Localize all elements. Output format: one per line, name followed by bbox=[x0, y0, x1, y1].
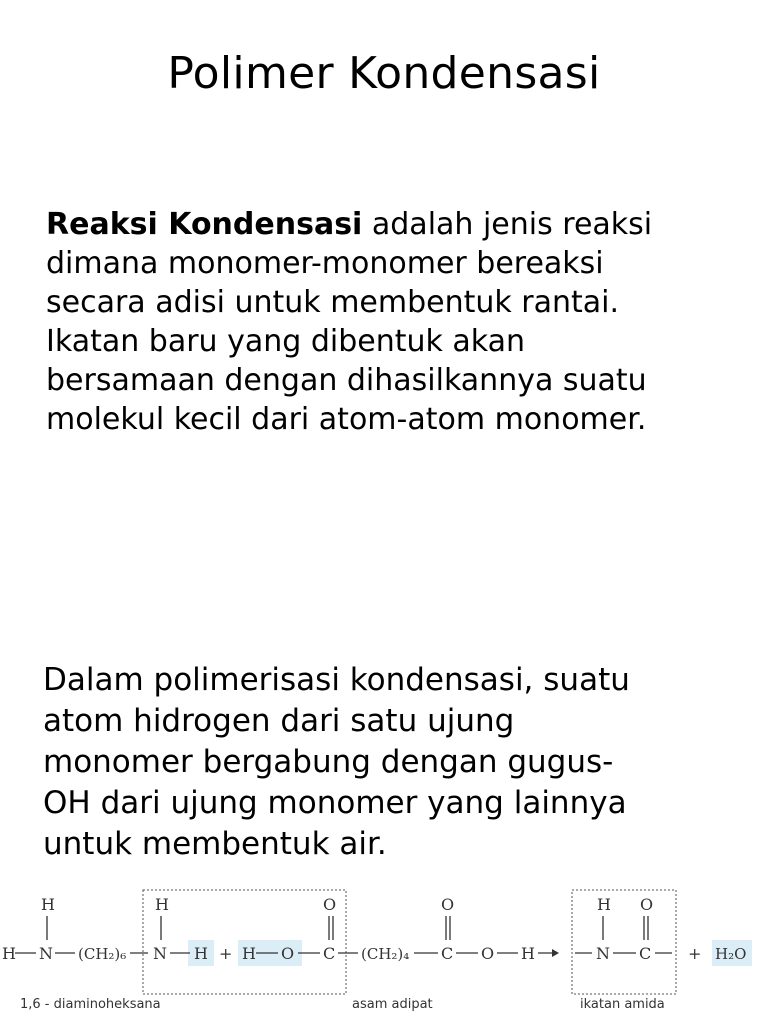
explanation-line-2: atom hidrogen dari satu ujung bbox=[43, 703, 515, 739]
atom-h-top-3: H bbox=[597, 895, 611, 914]
atom-o-top-2: O bbox=[441, 895, 455, 914]
definition-line-5: bersamaan dengan dihasilkannya suatu bbox=[46, 363, 647, 398]
definition-term: Reaksi Kondensasi bbox=[46, 207, 363, 242]
atom-n-amide: N bbox=[596, 944, 610, 963]
atom-o-top-3: O bbox=[640, 895, 654, 914]
definition-line-4: Ikatan baru yang dibentuk akan bbox=[46, 324, 526, 359]
label-asam-adipat: asam adipat bbox=[352, 997, 433, 1012]
group-ch2-4: (CH₂)₄ bbox=[361, 945, 410, 963]
atom-h-right: H bbox=[521, 944, 535, 963]
atom-c-1: C bbox=[323, 944, 336, 963]
atom-o-top-1: O bbox=[323, 895, 337, 914]
definition-paragraph bbox=[46, 205, 736, 439]
condensation-reaction-diagram bbox=[0, 882, 768, 1024]
definition-line-1 bbox=[46, 205, 736, 244]
explanation-line-5: untuk membentuk air. bbox=[43, 826, 387, 862]
explanation-line-1: Dalam polimerisasi kondensasi, suatu bbox=[43, 662, 630, 698]
atom-c-2: C bbox=[441, 944, 454, 963]
definition-text: adalah jenis reaksi bbox=[362, 207, 653, 242]
plus-sign-2: + bbox=[688, 944, 702, 963]
atom-o-2: O bbox=[481, 944, 495, 963]
plus-sign-1: + bbox=[219, 944, 233, 963]
slide-title: Polimer Kondensasi bbox=[167, 48, 601, 99]
atom-c-amide: C bbox=[639, 944, 652, 963]
atom-h-reacting: H bbox=[194, 944, 208, 963]
definition-line-6: molekul kecil dari atom-atom monomer. bbox=[46, 402, 647, 437]
atom-h-top-2: H bbox=[155, 895, 169, 914]
atom-h-left: H bbox=[2, 944, 16, 963]
atom-h-top-1: H bbox=[41, 895, 55, 914]
atom-n-2: N bbox=[153, 944, 167, 963]
explanation-paragraph bbox=[43, 660, 733, 865]
water-molecule: H₂O bbox=[715, 945, 747, 963]
explanation-line-4: OH dari ujung monomer yang lainnya bbox=[43, 785, 627, 821]
explanation-line-3: monomer bergabung dengan gugus- bbox=[43, 744, 614, 780]
group-ch2-6: (CH₂)₆ bbox=[78, 945, 127, 963]
definition-line-3: secara adisi untuk membentuk rantai. bbox=[46, 285, 620, 320]
label-ikatan-amida: ikatan amida bbox=[580, 997, 665, 1012]
atom-n-1: N bbox=[39, 944, 53, 963]
atom-h-hydroxyl: H bbox=[242, 944, 256, 963]
atom-o-hydroxyl: O bbox=[281, 944, 295, 963]
amide-bond-box bbox=[572, 890, 676, 994]
label-diaminoheksana: 1,6 - diaminoheksana bbox=[20, 997, 161, 1012]
definition-line-2: dimana monomer-monomer bereaksi bbox=[46, 246, 604, 281]
